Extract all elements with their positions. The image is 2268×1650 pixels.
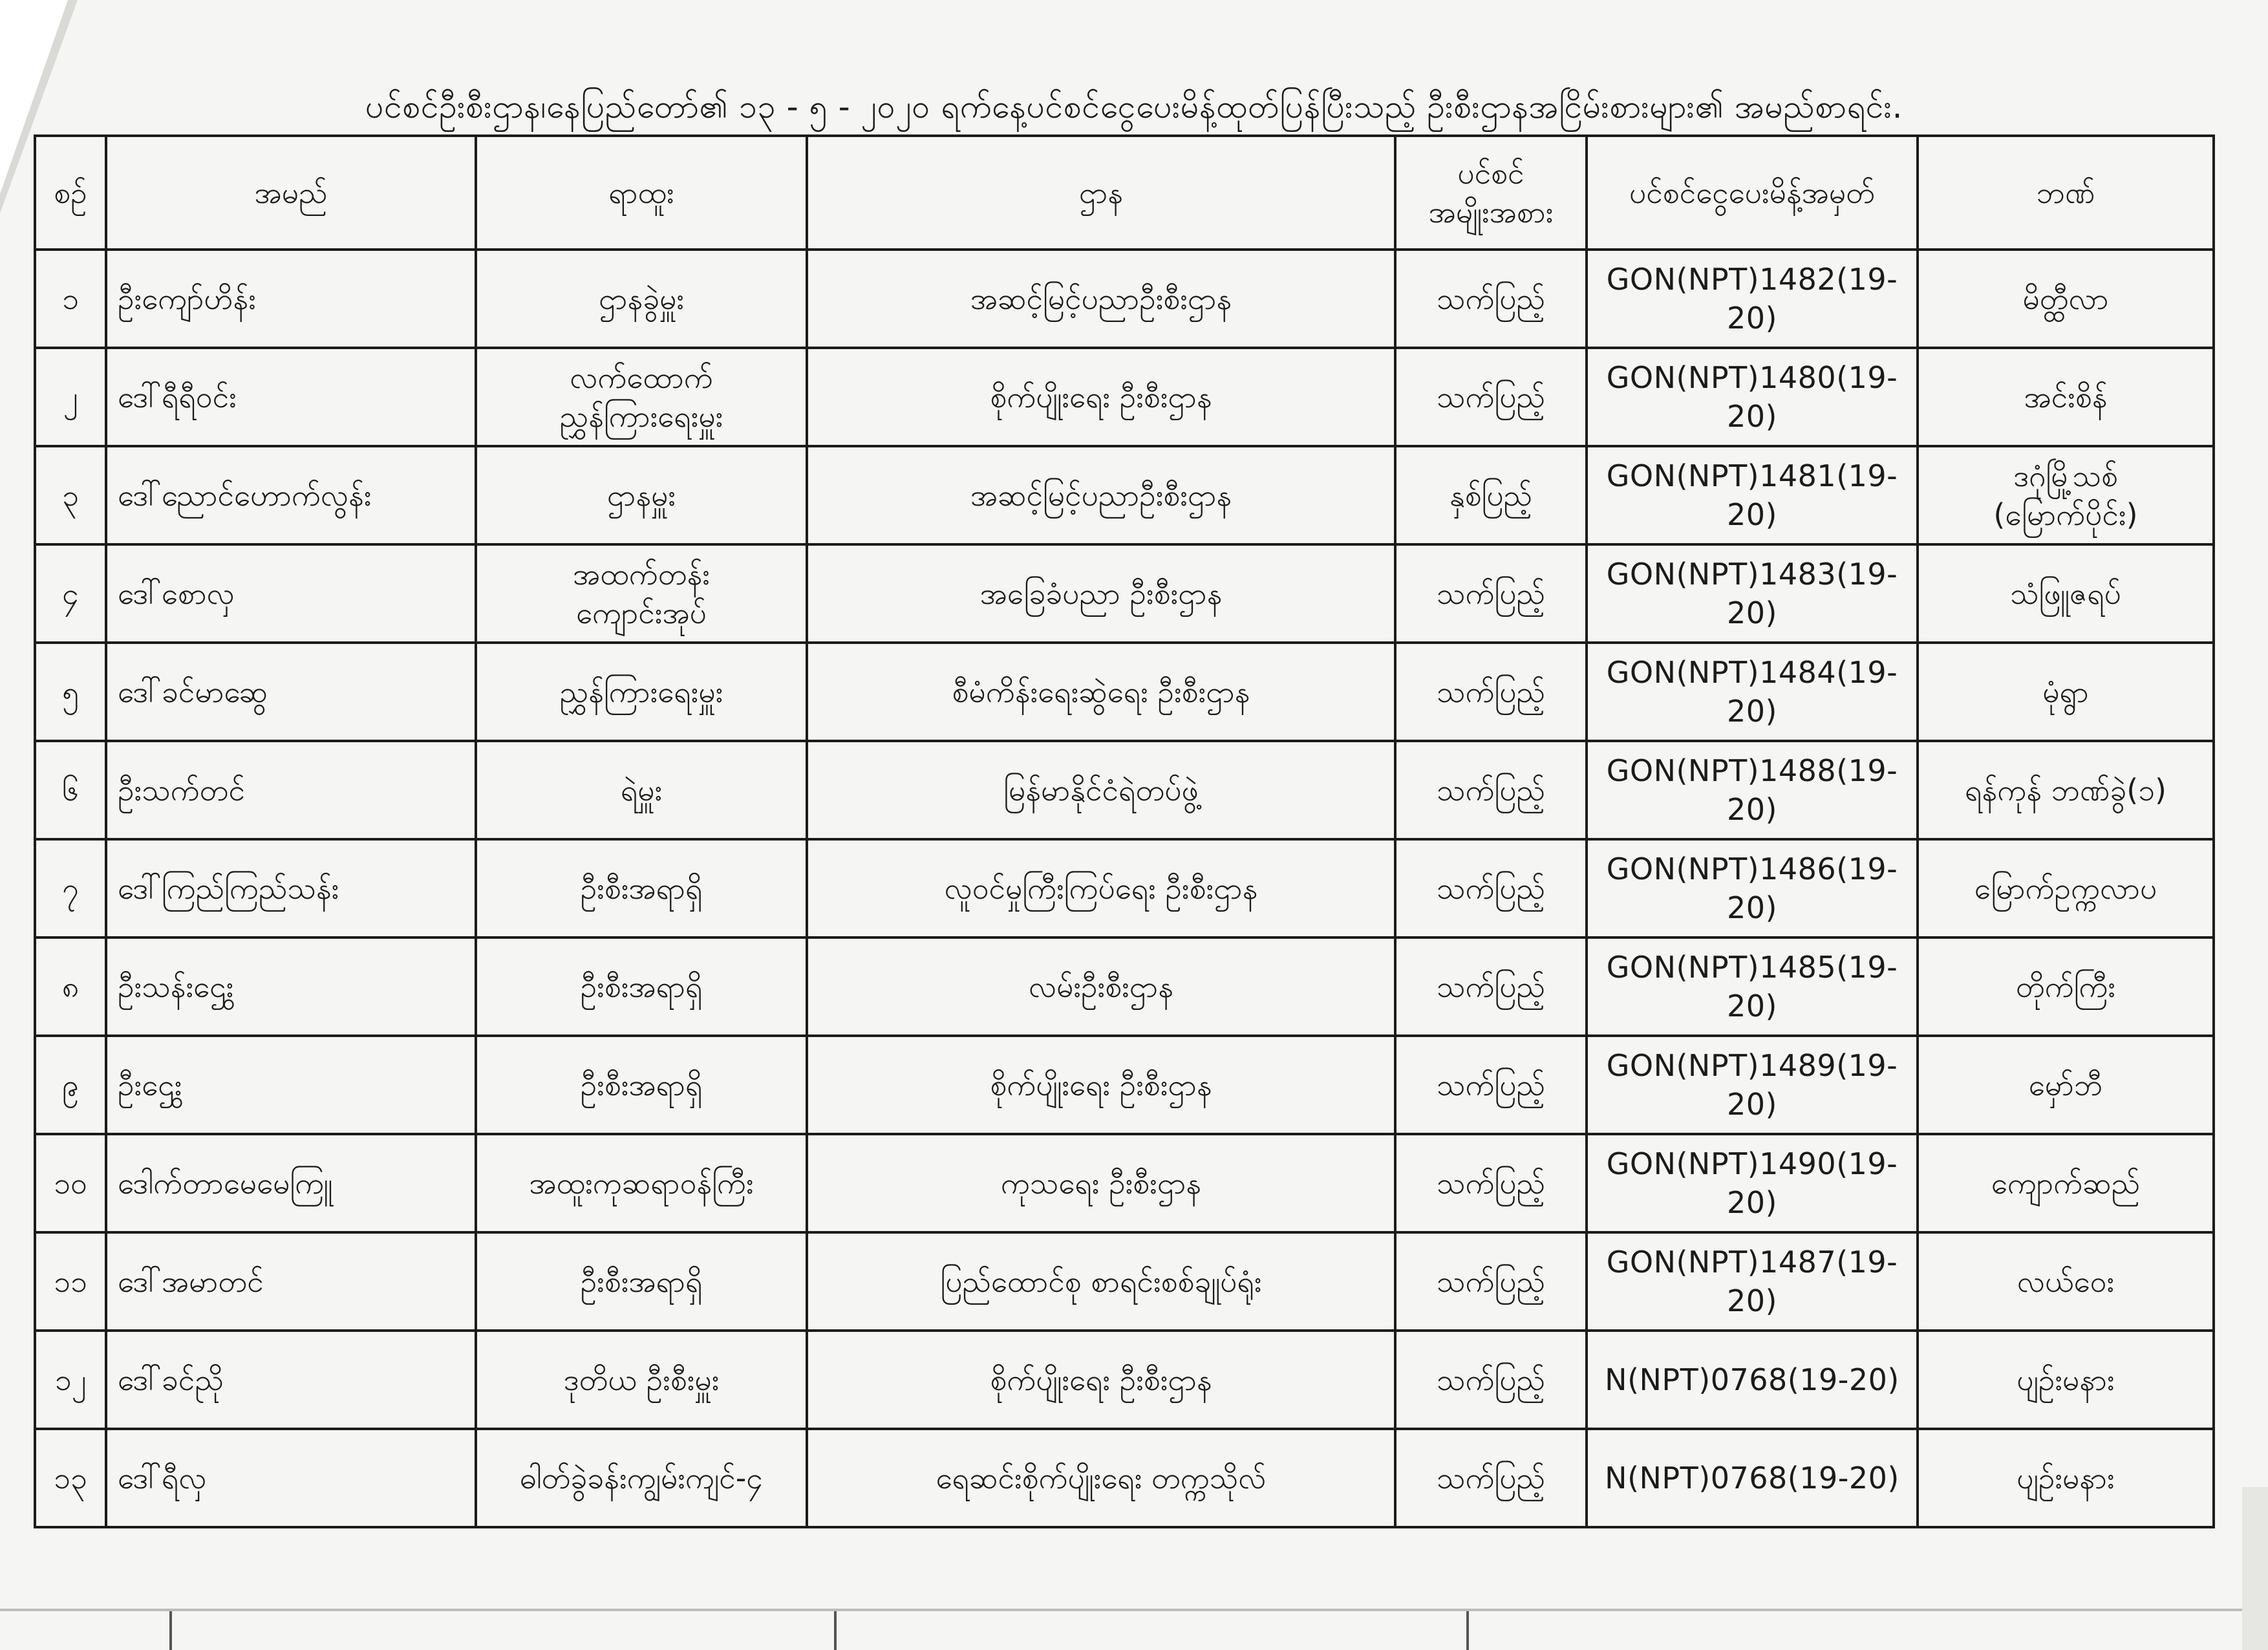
- permit-number: GON(NPT)1489(19-20): [1606, 1048, 1898, 1122]
- table-row: [35, 741, 2214, 839]
- cell-treasury: [1918, 348, 2214, 446]
- cell-pension-type: [1395, 348, 1587, 446]
- pension-type: သက်ပြည့်: [1437, 1461, 1545, 1495]
- cell-name: [106, 250, 476, 348]
- permit-number: GON(NPT)1488(19-20): [1606, 753, 1898, 827]
- table-header-row: [35, 136, 2214, 250]
- treasury-line1: ပျဉ်းမနား: [2017, 1362, 2115, 1397]
- cell-no: [35, 938, 106, 1036]
- cell-name: [106, 1331, 476, 1429]
- cell-no: [35, 1036, 106, 1134]
- permit-number: N(NPT)0768(19-20): [1605, 1461, 1899, 1495]
- cell-name: [106, 544, 476, 643]
- header-rank: ရာထူး: [476, 136, 807, 250]
- department-name: ပြည်ထောင်စု စာရင်းစစ်ချုပ်ရုံး: [940, 1264, 1262, 1299]
- header-department: ဌာန: [807, 136, 1395, 250]
- pension-type: သက်ပြည့်: [1437, 1166, 1545, 1201]
- header-treasury: ဘဏ်: [1918, 136, 2214, 250]
- row-number: ၄: [62, 576, 79, 611]
- cell-permit-no: [1587, 643, 1918, 741]
- cell-rank: [476, 250, 807, 348]
- cell-pension-type: [1395, 250, 1587, 348]
- pensioner-name: ဒေါ်ရီလှ: [118, 1461, 207, 1495]
- page-bottom-rule: [0, 1609, 2268, 1611]
- cell-rank: [476, 544, 807, 643]
- table-row: [35, 348, 2214, 446]
- rank-line2: ကျောင်းအုပ်: [576, 595, 707, 630]
- permit-number: GON(NPT)1482(19-20): [1606, 262, 1898, 336]
- cell-treasury: [1918, 1134, 2214, 1232]
- table-row: [35, 839, 2214, 938]
- cell-pension-type: [1395, 1331, 1587, 1429]
- cell-permit-no: [1587, 1036, 1918, 1134]
- row-number: ၁၃: [54, 1461, 87, 1495]
- permit-number: GON(NPT)1484(19-20): [1606, 655, 1898, 729]
- cell-name: [106, 1036, 476, 1134]
- cell-permit-no: [1587, 446, 1918, 544]
- cell-treasury: [1918, 1429, 2214, 1527]
- cell-department: [807, 446, 1395, 544]
- cell-rank: [476, 938, 807, 1036]
- pensioner-name: ဦးသန်းဌွေး: [118, 969, 234, 1004]
- permit-number: GON(NPT)1481(19-20): [1606, 458, 1898, 532]
- cell-rank: [476, 348, 807, 446]
- cell-department: [807, 1036, 1395, 1134]
- pension-type: သက်ပြည့်: [1437, 773, 1545, 808]
- cell-no: [35, 643, 106, 741]
- cell-permit-no: [1587, 1232, 1918, 1331]
- cell-name: [106, 741, 476, 839]
- treasury-line1: သံဖြူဇရပ်: [2010, 576, 2121, 611]
- row-number: ၁၂: [54, 1362, 87, 1397]
- cell-treasury: [1918, 250, 2214, 348]
- page-bottom-tick: [1466, 1611, 1469, 1650]
- cell-permit-no: [1587, 1134, 1918, 1232]
- cell-name: [106, 348, 476, 446]
- cell-rank: [476, 1036, 807, 1134]
- row-number: ၈: [61, 969, 80, 1004]
- cell-department: [807, 643, 1395, 741]
- permit-number: N(NPT)0768(19-20): [1605, 1362, 1899, 1397]
- permit-number: GON(NPT)1486(19-20): [1606, 852, 1898, 925]
- cell-treasury: [1918, 643, 2214, 741]
- cell-rank: [476, 1331, 807, 1429]
- pensioner-name: ဒေါ်ခင်ညို: [118, 1362, 224, 1397]
- permit-number: GON(NPT)1490(19-20): [1606, 1146, 1898, 1220]
- cell-department: [807, 1429, 1395, 1527]
- pensioner-name: ဦးသက်တင်: [118, 773, 245, 808]
- rank-line1: ရဲမှူး: [620, 773, 663, 808]
- cell-permit-no: [1587, 839, 1918, 938]
- treasury-line1: လယ်ဝေး: [2017, 1264, 2115, 1299]
- table-row: [35, 250, 2214, 348]
- rank-line1: အထက်တန်း: [573, 557, 710, 592]
- cell-no: [35, 1429, 106, 1527]
- cell-department: [807, 250, 1395, 348]
- cell-permit-no: [1587, 544, 1918, 643]
- cell-no: [35, 741, 106, 839]
- cell-no: [35, 1134, 106, 1232]
- department-name: လမ်းဦးစီးဌာန: [1028, 969, 1174, 1004]
- page-edge-shadow: [2242, 1487, 2268, 1650]
- cell-treasury: [1918, 1232, 2214, 1331]
- pension-type: နှစ်ပြည့်: [1449, 478, 1533, 513]
- table-row: [35, 446, 2214, 544]
- rank-line1: ဦးစီးအရာရှိ: [580, 871, 703, 906]
- row-number: ၆: [62, 773, 79, 808]
- treasury-line1: တိုက်ကြီး: [2015, 969, 2116, 1004]
- cell-permit-no: [1587, 741, 1918, 839]
- rank-line1: ဒုတိယ ဦးစီးမှူး: [563, 1362, 720, 1397]
- cell-treasury: [1918, 938, 2214, 1036]
- cell-no: [35, 1331, 106, 1429]
- cell-name: [106, 938, 476, 1036]
- table-row: [35, 1331, 2214, 1429]
- treasury-line1: ကျောက်ဆည်: [1991, 1166, 2141, 1201]
- pension-type: သက်ပြည့်: [1437, 281, 1545, 316]
- row-number: ၁၁: [54, 1264, 87, 1299]
- cell-pension-type: [1395, 1036, 1587, 1134]
- pensioner-name: ဒေါ်ကြည်ကြည်သန်း: [118, 871, 339, 906]
- pensioner-name: ဒေါ်ရီရီဝင်း: [118, 380, 237, 414]
- pension-type: သက်ပြည့်: [1437, 1264, 1545, 1299]
- cell-rank: [476, 741, 807, 839]
- cell-name: [106, 839, 476, 938]
- row-number: ၁: [62, 281, 79, 316]
- pensioner-name: ဒေါ်ညောင်ဟောက်လွန်း: [118, 478, 372, 513]
- permit-number: GON(NPT)1483(19-20): [1606, 557, 1898, 630]
- cell-name: [106, 1232, 476, 1331]
- pension-type: သက်ပြည့်: [1437, 871, 1545, 906]
- cell-permit-no: [1587, 348, 1918, 446]
- treasury-line1: မြောက်ဥက္ကလာပ: [1974, 871, 2157, 906]
- treasury-line1: မိတ္ထီလာ: [2022, 281, 2109, 316]
- pension-type: သက်ပြည့်: [1437, 576, 1545, 611]
- cell-pension-type: [1395, 741, 1587, 839]
- cell-rank: [476, 446, 807, 544]
- cell-rank: [476, 839, 807, 938]
- cell-department: [807, 1331, 1395, 1429]
- cell-name: [106, 1134, 476, 1232]
- cell-permit-no: [1587, 1331, 1918, 1429]
- department-name: အခြေခံပညာ ဦးစီးဌာန: [979, 576, 1223, 611]
- cell-treasury: [1918, 839, 2214, 938]
- cell-no: [35, 544, 106, 643]
- pension-type: သက်ပြည့်: [1437, 380, 1545, 414]
- cell-pension-type: [1395, 544, 1587, 643]
- rank-line1: ဌာနမှူး: [606, 478, 676, 513]
- pension-table-container: [34, 134, 2212, 1528]
- cell-treasury: [1918, 1331, 2214, 1429]
- cell-treasury: [1918, 741, 2214, 839]
- rank-line1: ဌာနခွဲမှူး: [598, 281, 685, 316]
- header-pension-type: [1395, 136, 1587, 250]
- header-pension-type-line1: ပင်စင်: [1457, 156, 1524, 191]
- pension-type: သက်ပြည့်: [1437, 1067, 1545, 1102]
- cell-rank: [476, 1134, 807, 1232]
- cell-department: [807, 1134, 1395, 1232]
- table-row: [35, 643, 2214, 741]
- rank-line1: ဦးစီးအရာရှိ: [580, 969, 703, 1004]
- table-row: [35, 1429, 2214, 1527]
- department-name: မြန်မာနိုင်ငံရဲတပ်ဖွဲ့: [1003, 773, 1199, 808]
- cell-rank: [476, 1232, 807, 1331]
- cell-no: [35, 446, 106, 544]
- cell-treasury: [1918, 544, 2214, 643]
- treasury-line1: ရန်ကုန် ဘဏ်ခွဲ(၁): [1965, 773, 2166, 808]
- rank-line1: ညွှန်ကြားရေးမှူး: [559, 674, 723, 709]
- cell-pension-type: [1395, 1134, 1587, 1232]
- permit-number: GON(NPT)1480(19-20): [1606, 360, 1898, 434]
- permit-number: GON(NPT)1485(19-20): [1606, 950, 1898, 1023]
- cell-name: [106, 643, 476, 741]
- cell-department: [807, 1232, 1395, 1331]
- table-row: [35, 1134, 2214, 1232]
- header-permit-no: ပင်စင်ငွေပေးမိန့်အမှတ်: [1587, 136, 1918, 250]
- pension-type: သက်ပြည့်: [1437, 674, 1545, 709]
- pensioner-name: ဦးဌွေး: [118, 1067, 182, 1102]
- table-row: [35, 1036, 2214, 1134]
- cell-name: [106, 446, 476, 544]
- rank-line2: ညွှန်ကြားရေးမှူး: [559, 399, 723, 434]
- row-number: ၃: [62, 478, 79, 513]
- cell-permit-no: [1587, 938, 1918, 1036]
- table-row: [35, 1232, 2214, 1331]
- department-name: ကုသရေး ဦးစီးဌာန: [1000, 1166, 1202, 1201]
- cell-no: [35, 348, 106, 446]
- pensioner-name: ဒေါ်ခင်မာဆွေ: [118, 674, 268, 709]
- cell-rank: [476, 643, 807, 741]
- pension-type: သက်ပြည့်: [1437, 1362, 1545, 1397]
- table-row: [35, 544, 2214, 643]
- department-name: စိုက်ပျိုးရေး ဦးစီးဌာန: [990, 1067, 1212, 1102]
- treasury-line1: ပျဉ်းမနား: [2017, 1461, 2115, 1495]
- treasury-line1: မှော်ဘီ: [2028, 1067, 2103, 1102]
- permit-number: GON(NPT)1487(19-20): [1606, 1245, 1898, 1318]
- treasury-line2: (မြောက်ပိုင်း): [1993, 497, 2138, 532]
- pensioner-name: ဒေါ်အမာတင်: [118, 1264, 264, 1299]
- department-name: အဆင့်မြင့်ပညာဦးစီးဌာန: [970, 478, 1232, 513]
- row-number: ၁၀: [54, 1166, 87, 1201]
- department-name: အဆင့်မြင့်ပညာဦးစီးဌာန: [970, 281, 1232, 316]
- cell-treasury: [1918, 446, 2214, 544]
- pensioner-name: ဒေါက်တာမေမေကြူ: [118, 1166, 333, 1201]
- table-body: [35, 250, 2214, 1527]
- rank-line1: ဦးစီးအရာရှိ: [580, 1067, 703, 1102]
- cell-no: [35, 1232, 106, 1331]
- document-title: ပင်စင်ဦးစီးဌာန၊နေပြည်တော်၏ ၁၃ - ၅ - ၂၀၂၀ ရက်နေ့ပင်စင်ငွေပေးမိန့်ထုတ်ပြန်ပြီးသည့် ဦးစီးဌာနအငြိမ်းစားများ၏ အမည်စာရင်း.: [365, 88, 1903, 125]
- cell-permit-no: [1587, 250, 1918, 348]
- row-number: ၅: [62, 674, 79, 709]
- cell-department: [807, 938, 1395, 1036]
- header-name: အမည်: [106, 136, 476, 250]
- department-name: စိုက်ပျိုးရေး ဦးစီးဌာန: [990, 380, 1212, 414]
- cell-department: [807, 544, 1395, 643]
- cell-pension-type: [1395, 839, 1587, 938]
- cell-pension-type: [1395, 643, 1587, 741]
- cell-no: [35, 250, 106, 348]
- rank-line1: ဦးစီးအရာရှိ: [580, 1264, 703, 1299]
- cell-treasury: [1918, 1036, 2214, 1134]
- cell-name: [106, 1429, 476, 1527]
- row-number: ၉: [62, 1067, 79, 1102]
- table-row: [35, 938, 2214, 1036]
- row-number: ၇: [62, 871, 79, 906]
- cell-pension-type: [1395, 938, 1587, 1036]
- page-bottom-tick: [834, 1611, 837, 1650]
- cell-department: [807, 741, 1395, 839]
- cell-no: [35, 839, 106, 938]
- cell-pension-type: [1395, 446, 1587, 544]
- treasury-line1: အင်းစိန်: [2024, 380, 2108, 414]
- pensioner-name: ဒေါ်စောလှ: [118, 576, 235, 611]
- cell-pension-type: [1395, 1429, 1587, 1527]
- department-name: စီမံကိန်းရေးဆွဲရေး ဦးစီးဌာန: [952, 674, 1250, 709]
- header-no: စဉ်: [35, 136, 106, 250]
- header-pension-type-line2: အမျိုးအစား: [1428, 195, 1554, 230]
- page-bottom-tick: [169, 1611, 172, 1650]
- treasury-line1: မုံရွာ: [2042, 674, 2089, 709]
- row-number: ၂: [63, 380, 78, 414]
- department-name: လူဝင်မှုကြီးကြပ်ရေး ဦးစီးဌာန: [944, 871, 1258, 906]
- pensioner-name: ဦးကျော်ဟိန်း: [118, 281, 256, 316]
- pension-type: သက်ပြည့်: [1437, 969, 1545, 1004]
- rank-line1: လက်ထောက်: [570, 360, 713, 395]
- rank-line1: ဓါတ်ခွဲခန်းကျွမ်းကျင်-၄: [519, 1461, 764, 1495]
- cell-department: [807, 839, 1395, 938]
- cell-pension-type: [1395, 1232, 1587, 1331]
- cell-department: [807, 348, 1395, 446]
- rank-line1: အထူးကုဆရာဝန်ကြီး: [529, 1166, 754, 1201]
- cell-permit-no: [1587, 1429, 1918, 1527]
- cell-rank: [476, 1429, 807, 1527]
- department-name: စိုက်ပျိုးရေး ဦးစီးဌာန: [990, 1362, 1212, 1397]
- pension-table: [34, 134, 2215, 1528]
- treasury-line1: ဒဂုံမြို့သစ်: [2013, 458, 2118, 493]
- department-name: ရေဆင်းစိုက်ပျိုးရေး တက္ကသိုလ်: [936, 1461, 1267, 1495]
